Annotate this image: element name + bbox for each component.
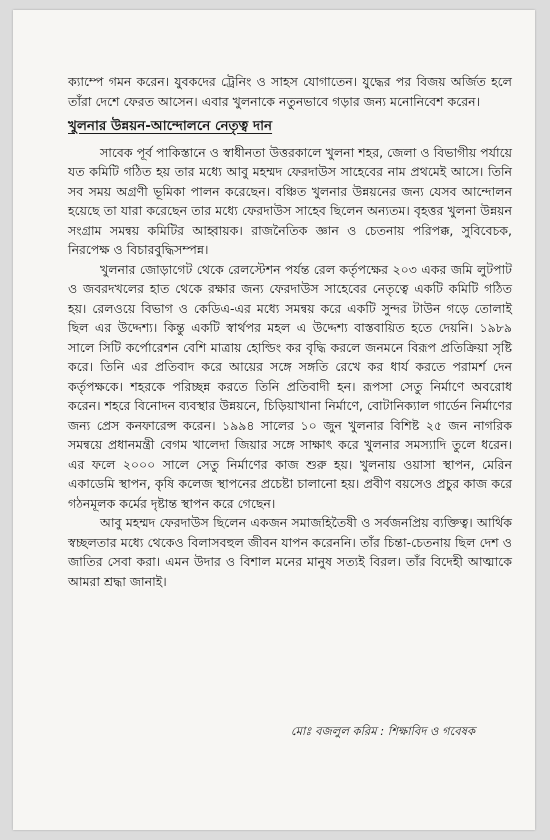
book-page (13, 10, 535, 830)
paragraph-3: আবু মহম্মদ ফেরদাউস ছিলেন একজন সমাজহিতৈষী ও সর্বজনপ্রিয় ব্যক্তিত্ব। আর্থিক স্বচ্ছলতার মধ্যে থেকেও বিলাসবহুল জীবন যাপন করেননি। তাঁর চিন্তা-চেতনায় ছিল দেশ ও জাতির সেবা করা। এমন উদার ও বিশাল মনের মানুষ সত্যই বিরল। তাঁর বিদেহী আত্মাকে আমরা শ্রদ্ধা জানাই। (68, 515, 512, 589)
paragraph-2: খুলনার জোড়াগেট থেকে রেলস্টেশন পর্যন্ত রেল কর্তৃপক্ষের ২০৩ একর জমি লুটপাট ও জবরদখলের হাত থেকে রক্ষার জন্য ফেরদাউস সাহেবের নেতৃত্বে একটি কমিটি গঠিত হয়। রেলওয়ে বিভাগ ও কেডিএ-এর মধ্যে সমন্বয় করে একটি সুন্দর টাউন গড়ে তোলাই ছিল এর উদ্দেশ্য। কিন্তু একটি স্বার্থপর মহল এ উদ্দেশ্য বাস্তবায়িত হতে দেয়নি। ১৯৮৯ সালে সিটি কর্পোরেশন বেশি মাত্রায় হোল্ডিং কর বৃদ্ধি করলে জনমনে বিরূপ প্রতিক্রিয়া সৃষ্টি করে। তিনি এর প্রতিবাদ করে আয়ের সঙ্গে সঙ্গতি রেখে কর ধার্য করতে পরামর্শ দেন কর্তৃপক্ষকে। শহরকে পরিচ্ছন্ন করতে তিনি প্রতিবাদী হন। রূপসা সেতু নির্মাণে অবরোধ করেন। শহরে বিনোদন ব্যবস্থার উন্নয়নে, চিড়িয়াখানা নির্মাণে, বোটানিক্যাল গার্ডেন নির্মাণের জন্য প্রেস কনফারেন্স করেন। ১৯৯৪ সালের ১০ জুন খুলনার বিশিষ্ট ২৫ জন নাগরিক সমন্বয়ে প্রধানমন্ত্রী বেগম খালেদা জিয়ার সঙ্গে সাক্ষাৎ করে খুলনার সমস্যাদি তুলে ধরেন। এর ফলে ২০০০ সালে সেতু নির্মাণের কাজ শুরু হয়। খুলনায় ওয়াসা স্থাপন, মেরিন একাডেমি স্থাপন, কৃষি কলেজ স্থাপনের প্রচেষ্টা চালানো হয়। প্রবীণ বয়সেও প্রচুর কাজ করে গঠনমূলক কর্মের দৃষ্টান্ত স্থাপন করে গেছেন। (68, 261, 512, 511)
section-heading: খুলনার উন্নয়ন-আন্দোলনে নেতৃত্ব দান (68, 118, 273, 134)
intro-paragraph: ক্যাম্পে গমন করেন। যুবকদের ট্রেনিং ও সাহস যোগাতেন। যুদ্ধের পর বিজয় অর্জিত হলে তাঁরা দেশে ফেরত আসেন। এবার খুলনাকে নতুনভাবে গড়ার জন্য মনোনিবেশ করেন। (68, 74, 512, 109)
author-attribution: মোঃ বজলুল করিম : শিক্ষাবিদ ও গবেষক (290, 724, 475, 738)
page-content (68, 72, 512, 591)
paragraph-1: সাবেক পূর্ব পাকিস্তানে ও স্বাধীনতা উত্তরকালে খুলনা শহর, জেলা ও বিভাগীয় পর্যায়ে যত কমিটি গঠিত হয় তার মধ্যে আবু মহম্মদ ফেরদাউস সাহেবের নাম প্রথমেই আসে। তিনি সব সময় অগ্রণী ভূমিকা পালন করেছেন। বঞ্চিত খুলনার উন্নয়নের জন্য যেসব আন্দোলন হয়েছে তা যারা করেছেন তার মধ্যে ফেরদাউস সাহেব ছিলেন অন্যতম। বৃহত্তর খুলনা উন্নয়ন সংগ্রাম সমন্বয় কমিটির আহ্বায়ক। রাজনৈতিক জ্ঞান ও চেতনায় পরিপক্ক, সুবিবেচক, নিরপেক্ষ ও বিচারবুদ্ধিসম্পন্ন। (68, 144, 512, 257)
